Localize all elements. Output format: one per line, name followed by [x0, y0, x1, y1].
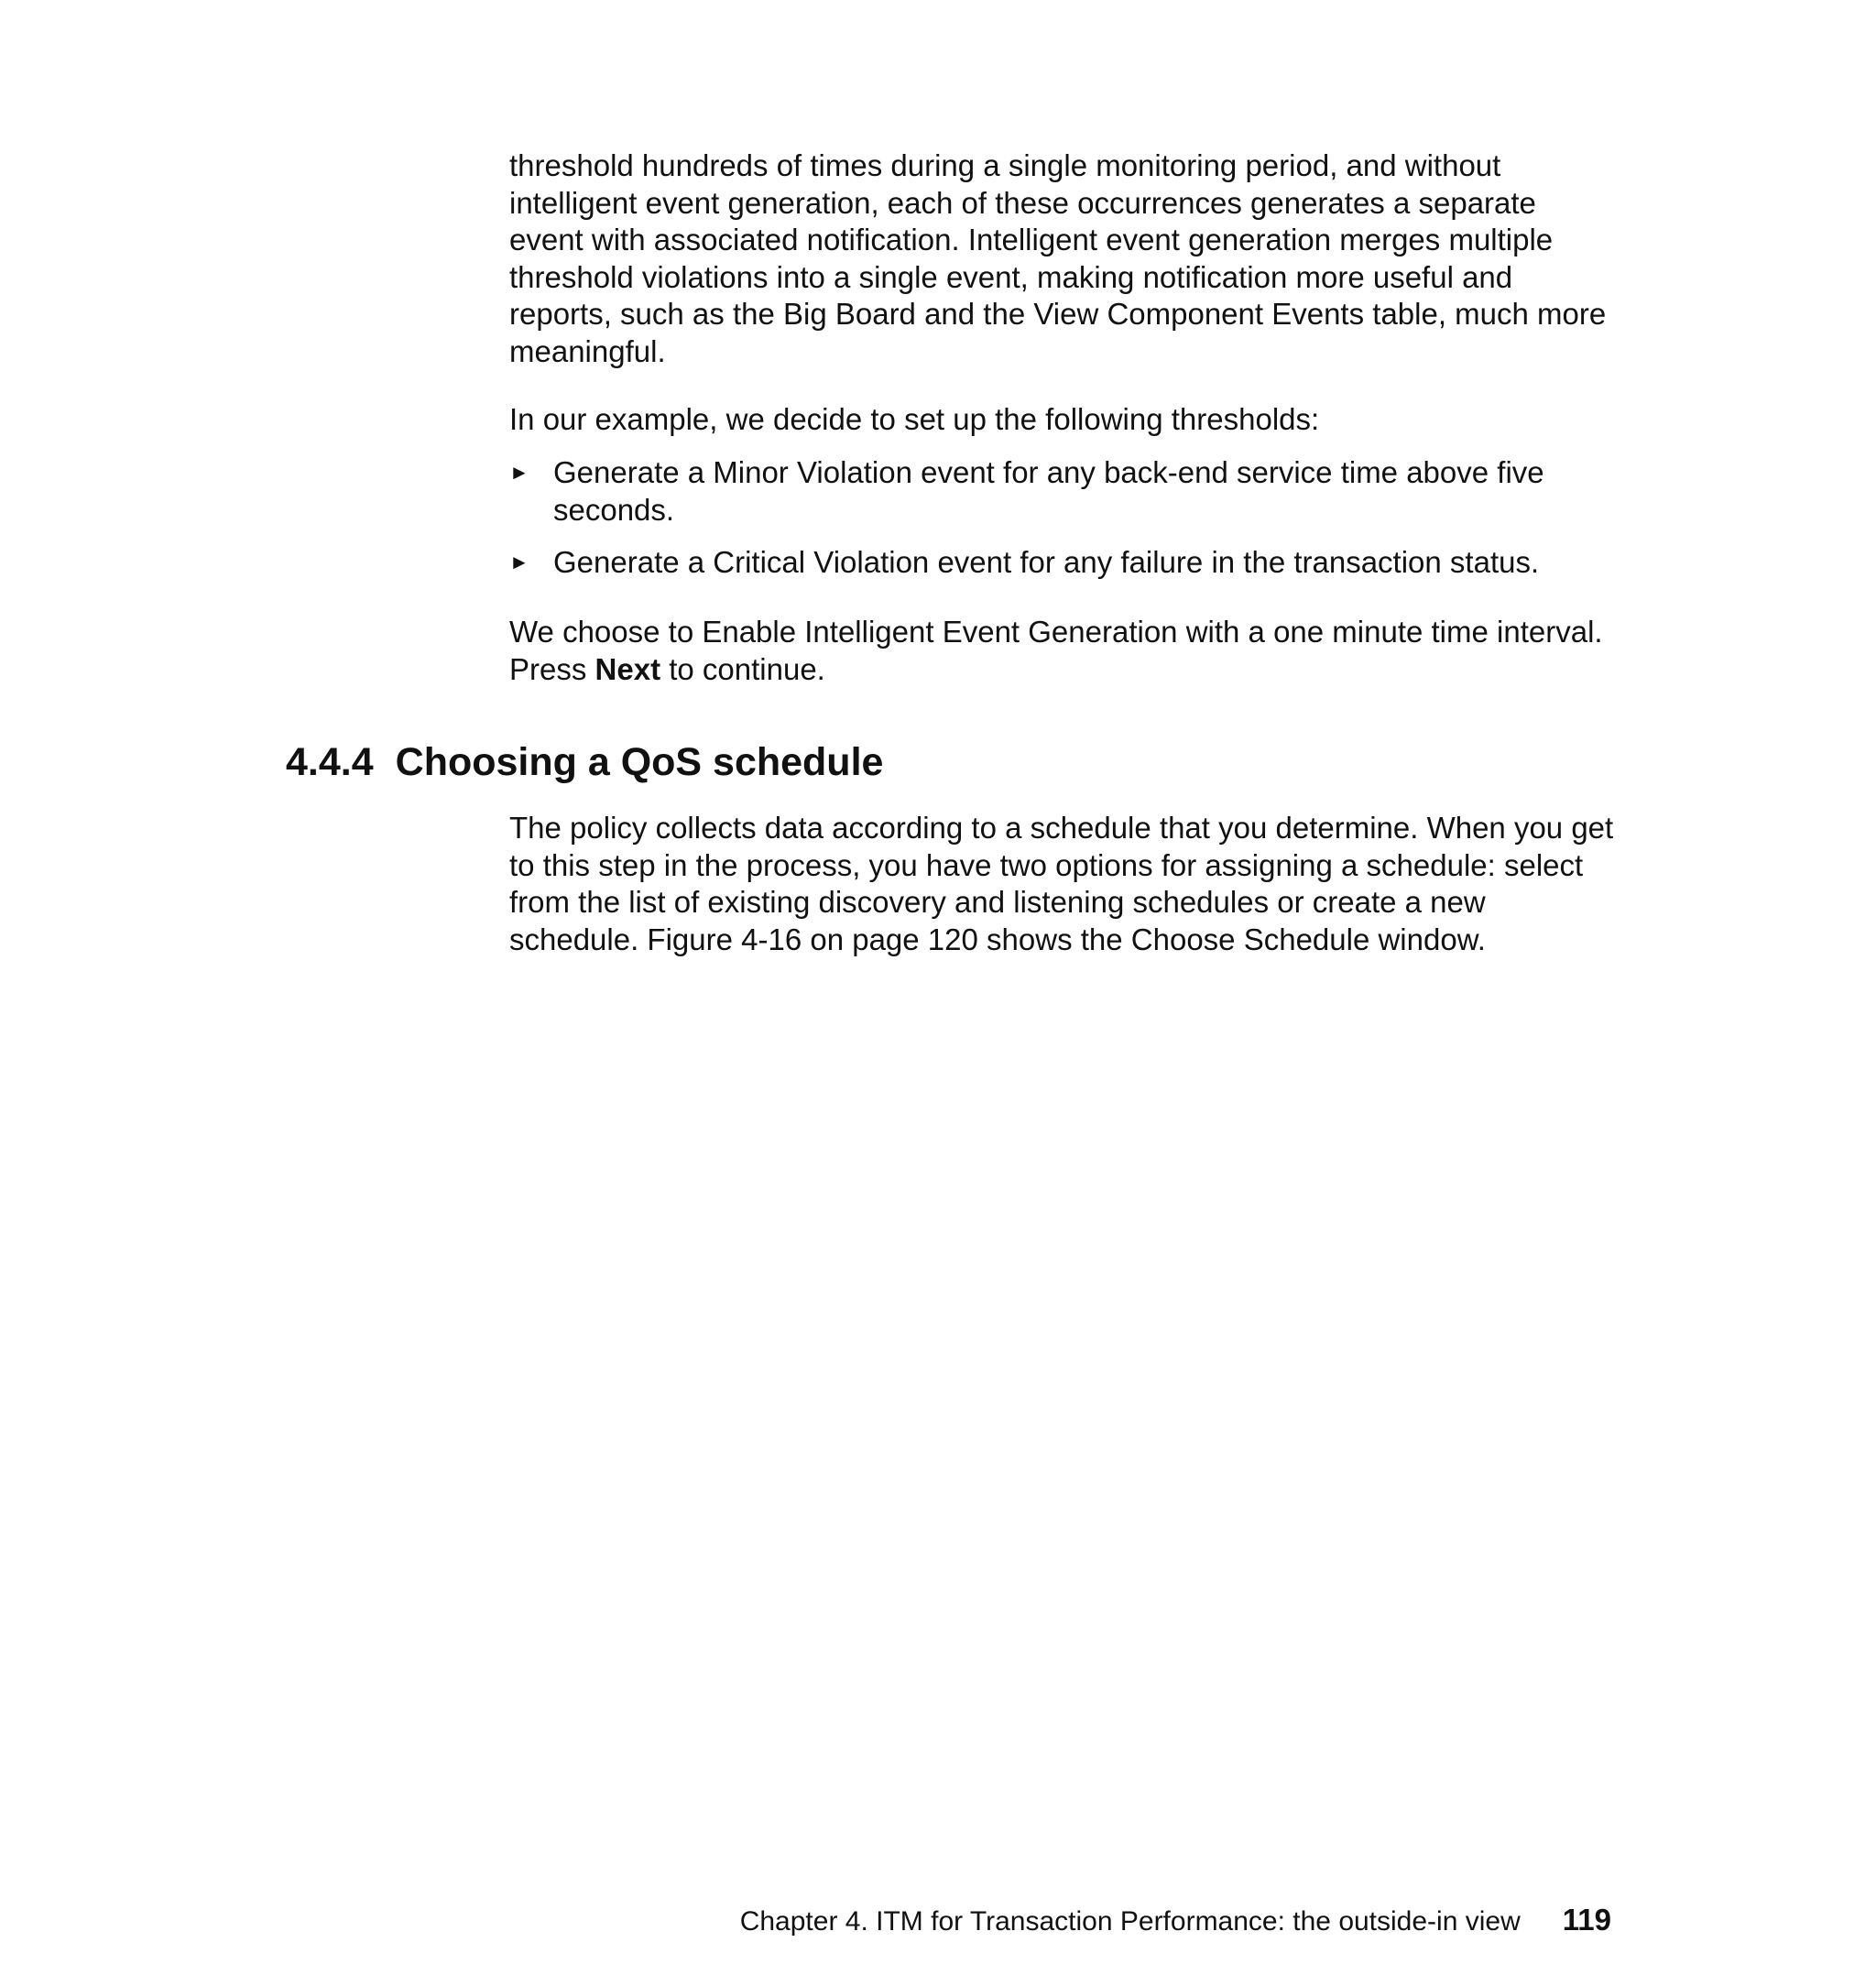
section-heading [286, 738, 883, 786]
next-step-paragraph [509, 614, 1618, 688]
list-item-text: Generate a Critical Violation event for any failure in the transaction status. [553, 545, 1540, 579]
section-number: 4.4.4 [286, 740, 374, 784]
page-footer [740, 1902, 1611, 1940]
page-number: 119 [1562, 1903, 1611, 1937]
list-item [509, 454, 1618, 529]
section-paragraph: The policy collects data according to a schedule that you determine. When you get to this step in the process, you have two options for assigning a schedule: select from the list of existing discovery and listening schedules or create a new schedule. Figure 4-16 on page 120 shows the Choose Schedule window. [509, 811, 1614, 956]
footer-chapter-title: Chapter 4. ITM for Transaction Performance: the outside-in view [739, 1906, 1521, 1937]
section-title: Choosing a QoS schedule [395, 740, 884, 784]
thresholds-intro-paragraph: In our example, we decide to set up the following thresholds: [509, 402, 1320, 436]
next-step-text-after: to continue. [660, 651, 825, 686]
list-item-text: Generate a Minor Violation event for any back-end service time above five seconds. [553, 455, 1544, 527]
intro-paragraph: threshold hundreds of times during a single monitoring period, and without intelligent event generation, each of these occurrences generates a separate event with associated notification. Intelligent event generation merges multiple threshold violations into a single event, making notification more useful and reports, such as the Big Board and the View Component Events table, much more meaningful. [509, 148, 1607, 368]
bullet-arrow-icon: ► [509, 551, 529, 573]
bullet-arrow-icon: ► [509, 461, 529, 484]
next-step-text-before: We choose to Enable Intelligent Event Generation with a one minute time interval. Press [509, 615, 1603, 686]
next-keyword: Next [594, 651, 661, 686]
list-item [509, 544, 1618, 582]
